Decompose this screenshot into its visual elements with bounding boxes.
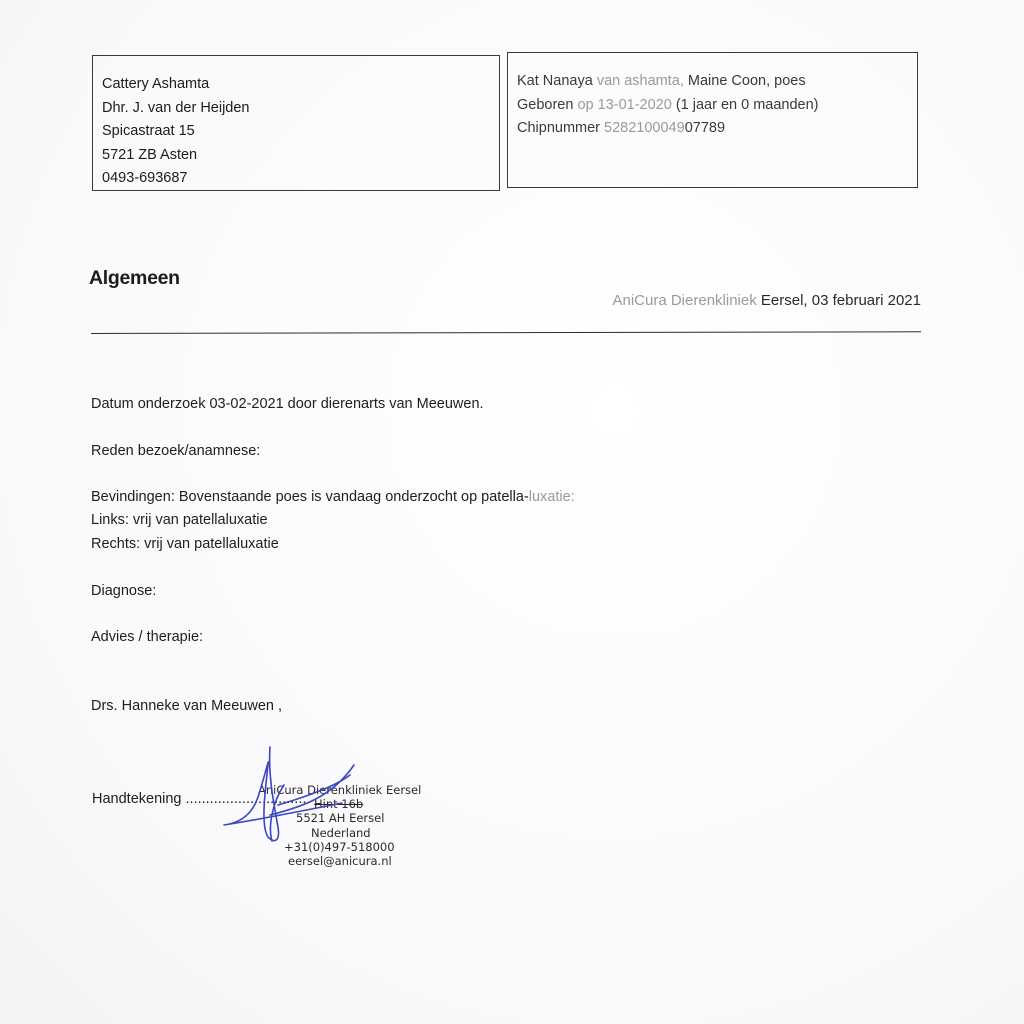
stamp-clinic-name: AniCura Dierenkliniek Eersel [258, 783, 422, 797]
pet-chip-faded: 5282100049 [604, 120, 685, 136]
findings-faded: luxatie: [528, 489, 575, 505]
pet-birth-faded: op 13-01-2020 [577, 96, 672, 113]
pet-info-box [507, 52, 918, 188]
owner-contact-person: Dhr. J. van der Heijden [102, 99, 250, 116]
signature-label: Handtekening .............................. [92, 791, 307, 807]
visit-reason-label: Reden bezoek/anamnese: [91, 443, 261, 459]
clinic-name-faded: AniCura Dierenkliniek [612, 292, 757, 309]
pet-chipnumber [517, 117, 917, 141]
vet-name: Drs. Hanneke van Meeuwen , [91, 698, 283, 714]
stamp-phone: +31(0)497-518000 [284, 839, 395, 854]
clinic-date-line [612, 292, 921, 309]
clinic-date: Eersel, 03 februari 2021 [756, 292, 921, 309]
owner-name: Cattery Ashamta [102, 76, 210, 92]
owner-postal-city: 5721 ZB Asten [102, 146, 198, 163]
stamp-street: Hint 16b [314, 797, 364, 812]
pet-chip-suffix: 07789 [684, 120, 726, 136]
findings-right: Rechts: vrij van patellaluxatie [91, 536, 279, 552]
owner-street: Spicastraat 15 [102, 123, 195, 139]
owner-phone: 0493-693687 [102, 170, 188, 186]
pet-name-breed [517, 70, 917, 94]
section-title: Algemeen [89, 267, 180, 289]
advice-label: Advies / therapie: [91, 629, 204, 645]
findings-main: Bevindingen: Bovenstaande poes is vandaag onderzocht op patella- [91, 489, 529, 505]
stamp-country: Nederland [311, 825, 371, 840]
pet-breed: Maine Coon, poes [683, 73, 806, 89]
stamp-email: eersel@anicura.nl [288, 854, 392, 869]
pet-chip-prefix: Chipnummer [517, 120, 605, 136]
findings-line [91, 489, 575, 505]
owner-address-box [92, 55, 500, 191]
pet-birthdate [517, 94, 917, 118]
pet-birth-prefix: Geboren [517, 96, 578, 113]
pet-name-faded: van ashamta, [596, 73, 684, 89]
exam-date-line: Datum onderzoek 03-02-2021 door dierenarts van Meeuwen. [91, 396, 484, 412]
header-divider [91, 331, 921, 334]
signature-area [92, 745, 452, 875]
handwritten-signature [92, 745, 452, 875]
signature-stroke [224, 747, 354, 841]
pet-age: (1 jaar en 0 maanden) [671, 96, 819, 113]
diagnosis-label: Diagnose: [91, 583, 157, 599]
findings-left: Links: vrij van patellaluxatie [91, 512, 268, 528]
stamp-postal-city: 5521 AH Eersel [296, 811, 385, 826]
pet-name-prefix: Kat Nanaya [517, 73, 597, 89]
